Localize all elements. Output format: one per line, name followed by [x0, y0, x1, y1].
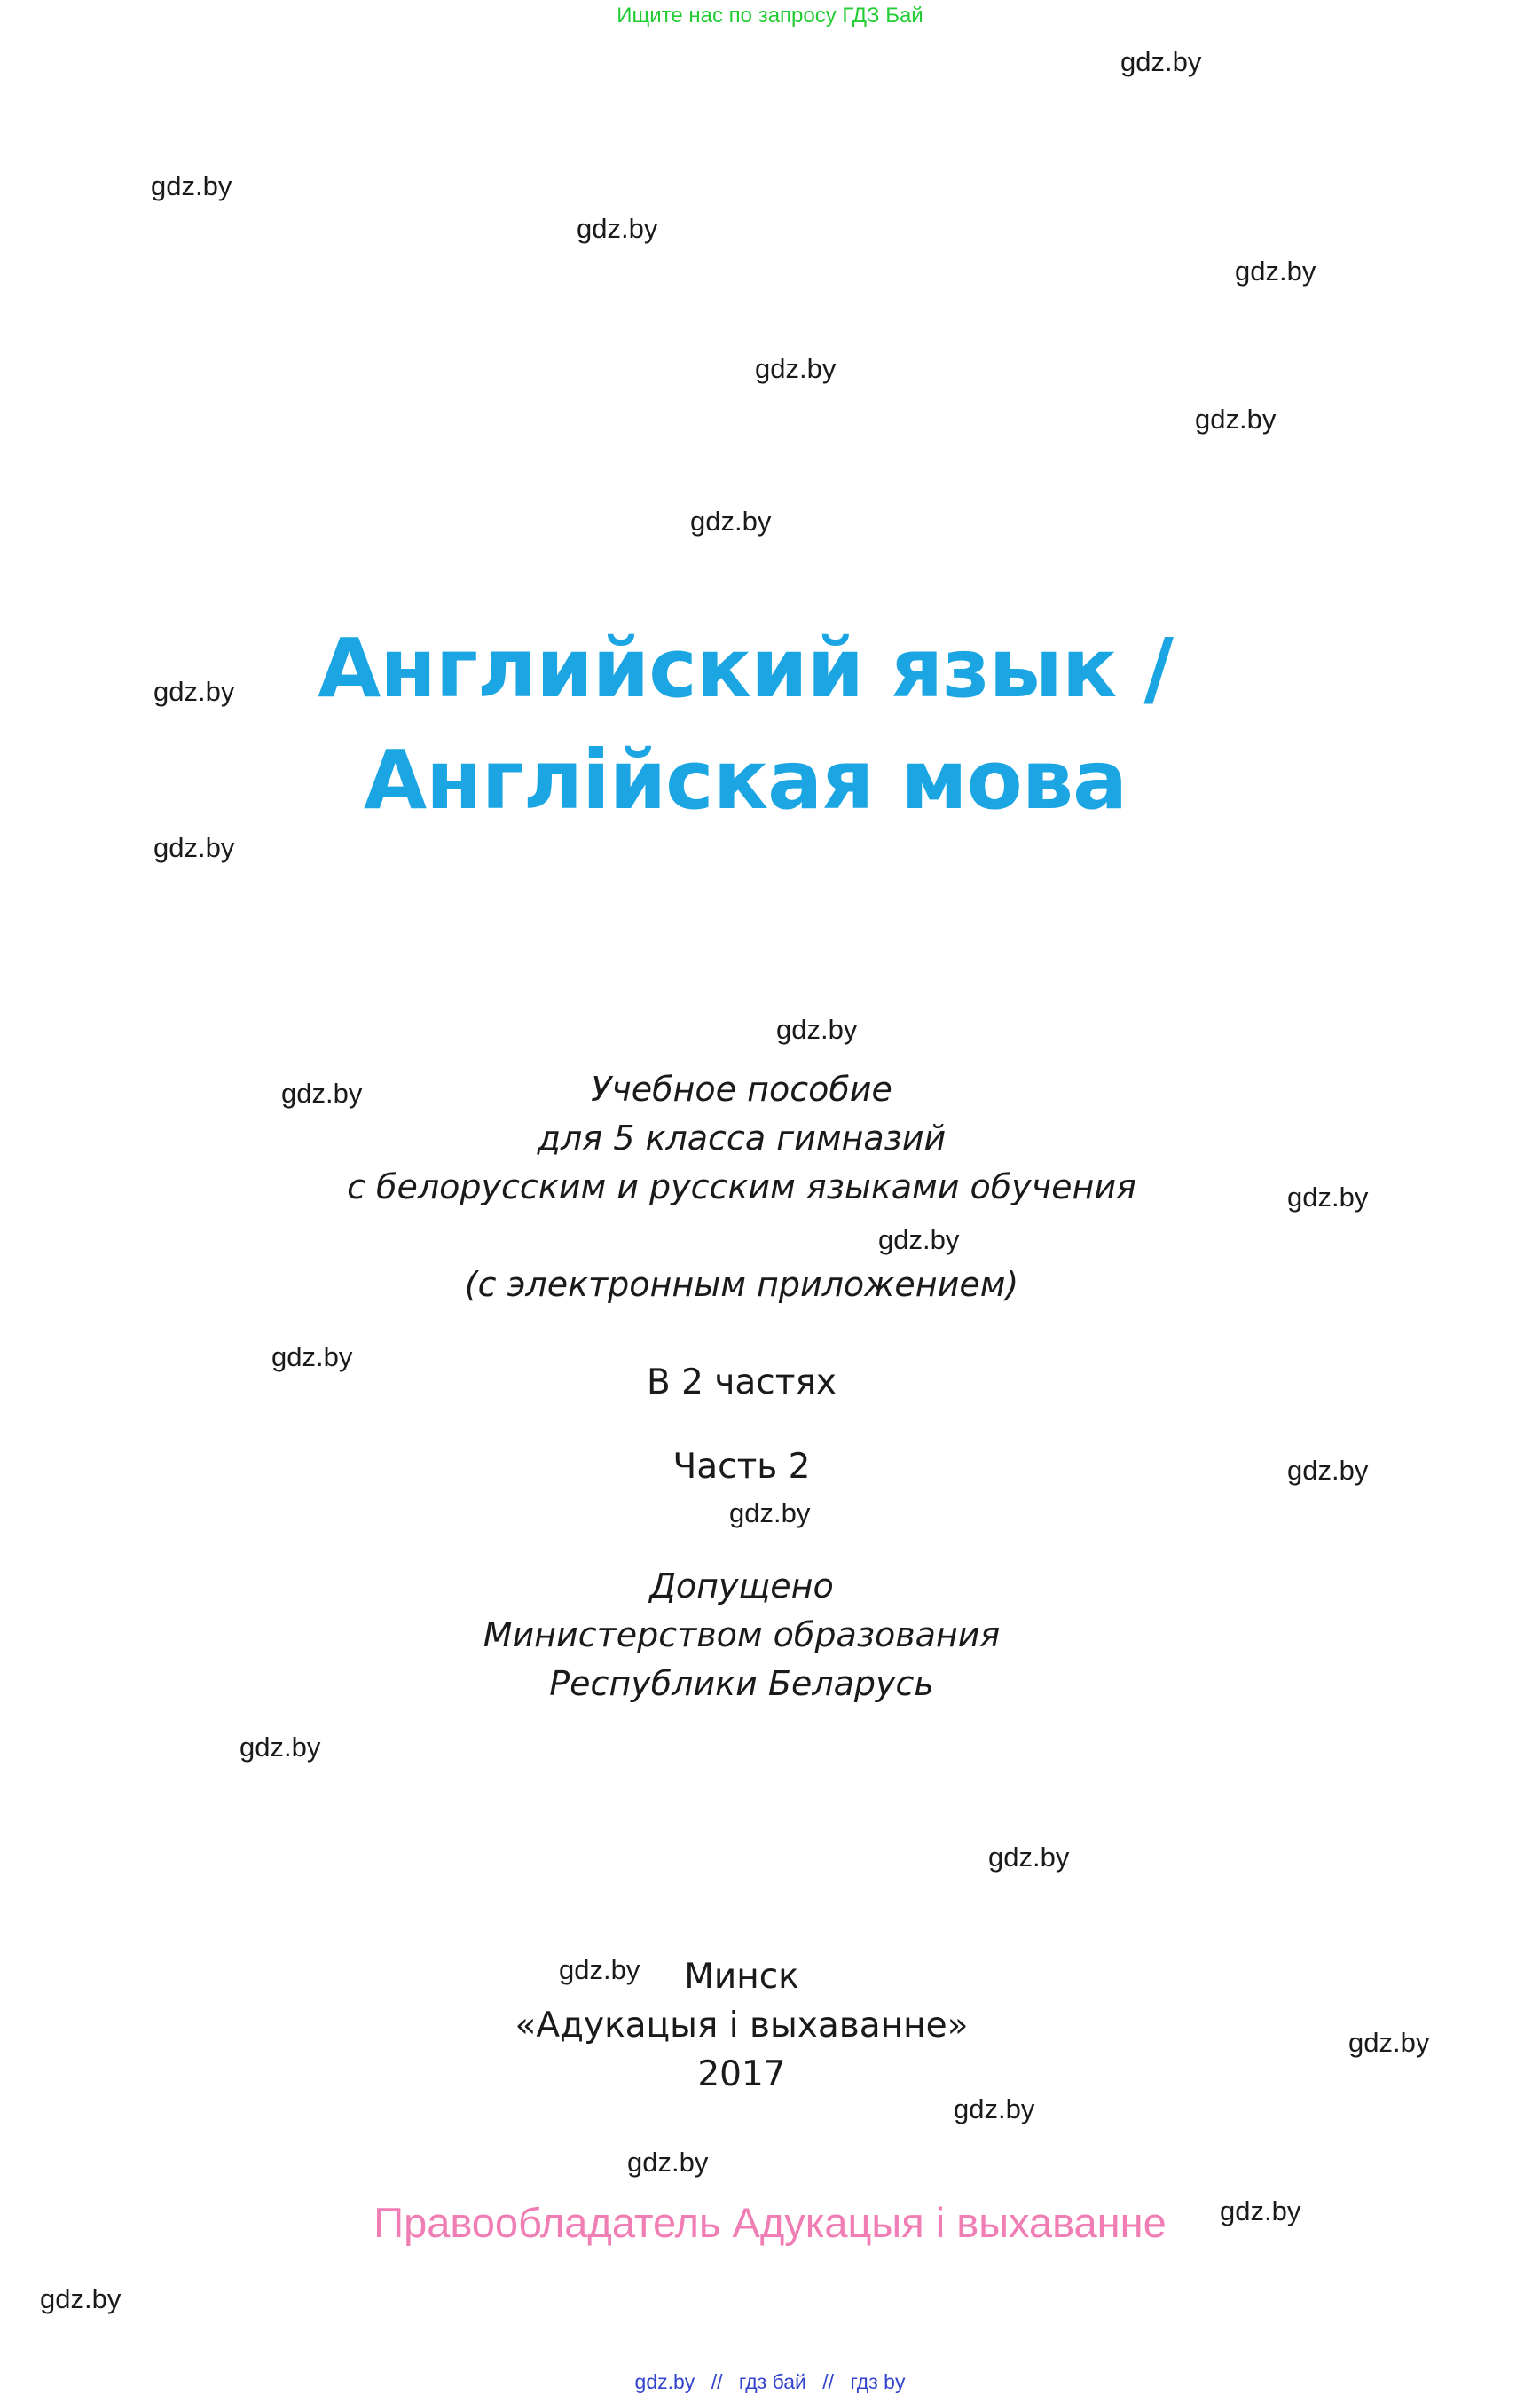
watermark: gdz.by	[988, 1842, 1070, 1873]
watermark: gdz.by	[1195, 404, 1277, 435]
subtitle-line4: (с электронным приложением)	[464, 1265, 1019, 1304]
watermark: gdz.by	[240, 1732, 321, 1763]
approval-line2: Министерством образования	[483, 1615, 1001, 1654]
footer-link-gdz-bai[interactable]: гдз бай	[738, 2370, 806, 2393]
watermark: gdz.by	[755, 353, 837, 384]
top-banner: Ищите нас по запросу ГДЗ Бай	[617, 4, 923, 27]
book-title-line2: Англійская мова	[363, 733, 1128, 828]
watermark: gdz.by	[776, 1014, 858, 1045]
watermark: gdz.by	[1287, 1455, 1369, 1486]
watermark: gdz.by	[281, 1078, 363, 1109]
approval-line3: Республики Беларусь	[549, 1664, 934, 1703]
footer-separator: //	[822, 2370, 835, 2393]
subtitle-line3: с белорусским и русским языками обучения	[347, 1167, 1136, 1206]
watermark: gdz.by	[1287, 1182, 1369, 1213]
parts-count: В 2 частях	[646, 1362, 837, 1402]
watermark: gdz.by	[153, 832, 235, 863]
watermark: gdz.by	[1120, 46, 1202, 77]
watermark: gdz.by	[271, 1341, 353, 1372]
watermark: gdz.by	[729, 1497, 811, 1528]
watermark: gdz.by	[153, 676, 235, 707]
footer-link-gdz-by-cyr[interactable]: гдз by	[850, 2370, 906, 2393]
watermark: gdz.by	[878, 1224, 960, 1255]
watermark: gdz.by	[1220, 2195, 1301, 2226]
watermark: gdz.by	[559, 1954, 640, 1985]
watermark: gdz.by	[151, 170, 232, 201]
approval-line1: Допущено	[649, 1567, 834, 1606]
watermark: gdz.by	[577, 213, 658, 244]
subtitle-line1: Учебное пособие	[591, 1070, 892, 1109]
rights-holder: Правообладатель Адукацыя і выхаванне	[373, 2199, 1167, 2246]
footer-separator: //	[711, 2370, 723, 2393]
watermark: gdz.by	[1348, 2027, 1430, 2058]
publisher-name: «Адукацыя і выхаванне»	[515, 2006, 969, 2046]
watermark: gdz.by	[627, 2147, 709, 2178]
footer-link-gdz-by[interactable]: gdz.by	[634, 2370, 695, 2393]
watermark: gdz.by	[954, 2093, 1035, 2124]
footer-links	[0, 2370, 1540, 2394]
subtitle-line2: для 5 класса гимназий	[537, 1119, 947, 1158]
publication-year: 2017	[697, 2054, 786, 2094]
watermark: gdz.by	[40, 2283, 122, 2314]
publisher-city: Минск	[684, 1957, 799, 1997]
book-title-line1: Английский язык /	[318, 621, 1173, 716]
part-number: Часть 2	[672, 1447, 811, 1487]
watermark: gdz.by	[690, 506, 772, 537]
watermark: gdz.by	[1235, 255, 1316, 287]
